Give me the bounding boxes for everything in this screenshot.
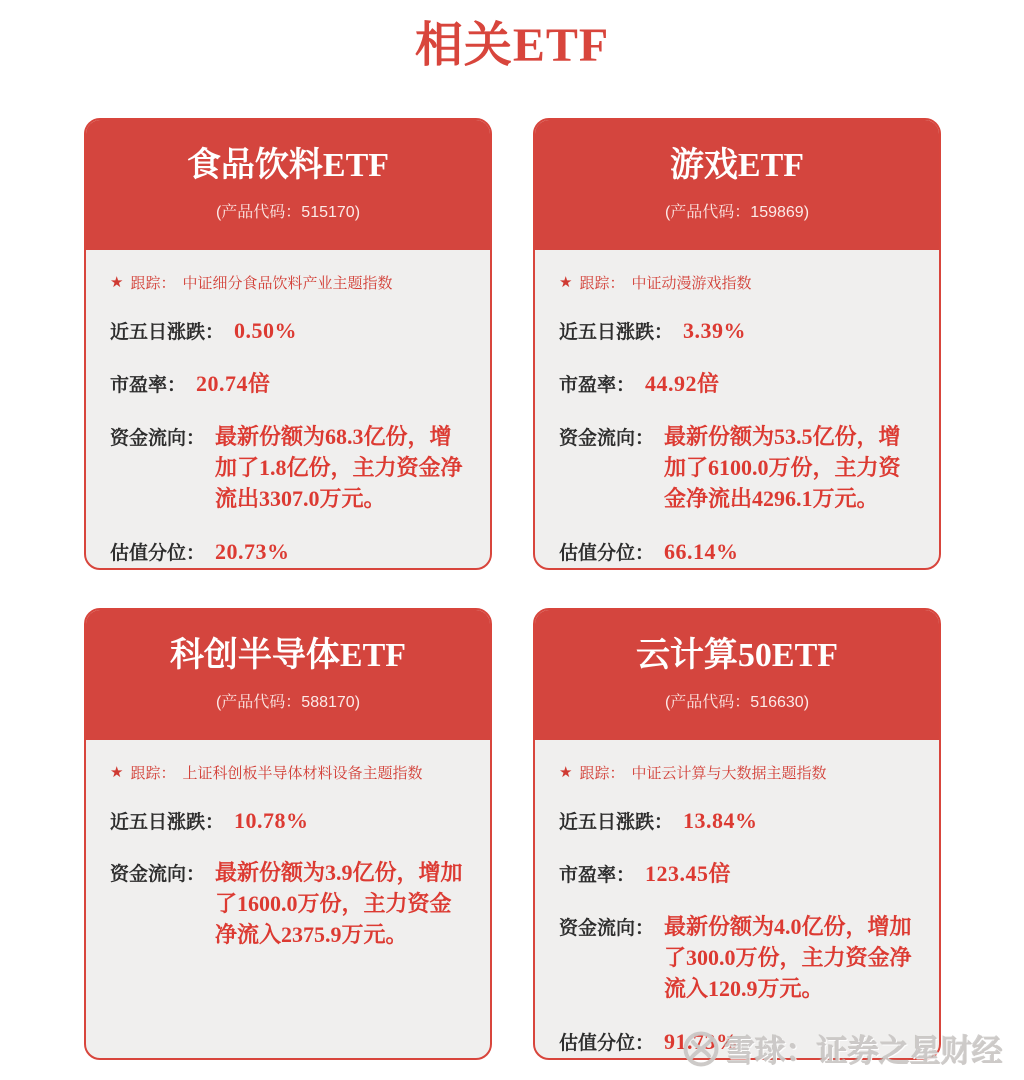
etf-card-food-beverage (84, 118, 492, 570)
pe-ratio-label: 市盈率： (559, 865, 636, 886)
star-icon: ★ (559, 764, 573, 781)
card-body (86, 740, 490, 951)
tracking-row (110, 762, 466, 783)
fund-flow-row (559, 421, 915, 515)
tracking-index: 中证动漫游戏指数 (631, 275, 752, 292)
product-code: (产品代码：516630) (664, 694, 810, 711)
page-title: 相关ETF (414, 19, 610, 72)
etf-name: 游戏ETF (669, 147, 805, 184)
pe-ratio-label: 市盈率： (110, 375, 187, 396)
etf-card-sci-tech-semiconductor (84, 608, 492, 1060)
pe-ratio-value: 44.92倍 (645, 371, 720, 396)
pe-ratio-row (559, 367, 915, 398)
valuation-value: 66.14% (664, 538, 739, 564)
five-day-change-row (110, 317, 466, 344)
pe-ratio-row (559, 857, 915, 888)
tracking-label: 跟踪： (130, 275, 176, 292)
tracking-label: 跟踪： (579, 765, 625, 782)
product-code: (产品代码：588170) (215, 694, 361, 711)
pe-ratio-label: 市盈率： (559, 375, 636, 396)
five-day-change-label: 近五日涨跌： (110, 812, 225, 833)
valuation-value: 20.73% (215, 538, 290, 564)
fund-flow-label: 资金流向： (110, 428, 206, 449)
five-day-change-value: 0.50% (234, 318, 298, 343)
tracking-index: 上证科创板半导体材料设备主题指数 (182, 765, 423, 782)
pe-ratio-value: 20.74倍 (196, 371, 271, 396)
valuation-row (559, 538, 915, 565)
product-code: (产品代码：515170) (215, 204, 361, 221)
tracking-index: 中证细分食品饮料产业主题指数 (182, 275, 393, 292)
fund-flow-label: 资金流向： (110, 864, 206, 885)
etf-cards-grid (84, 118, 1024, 1060)
card-header (86, 120, 490, 250)
fund-flow-value: 最新份额为68.3亿份，增加了1.8亿份，主力资金净流出3307.0万元。 (215, 424, 463, 512)
fund-flow-value: 最新份额为4.0亿份，增加了300.0万份，主力资金净流入120.9万元。 (664, 914, 912, 1002)
pe-ratio-value: 123.45倍 (645, 861, 732, 886)
card-body (86, 250, 490, 565)
five-day-change-value: 3.39% (683, 318, 747, 343)
fund-flow-row (559, 911, 915, 1005)
card-header (535, 610, 939, 740)
fund-flow-label: 资金流向： (559, 428, 655, 449)
valuation-row (559, 1028, 915, 1055)
valuation-row (110, 538, 466, 565)
tracking-label: 跟踪： (579, 275, 625, 292)
valuation-label: 估值分位： (110, 542, 206, 564)
tracking-label: 跟踪： (130, 765, 176, 782)
valuation-value: 91.73% (664, 1028, 739, 1054)
five-day-change-label: 近五日涨跌： (559, 322, 674, 343)
valuation-label: 估值分位： (559, 542, 655, 564)
fund-flow-value: 最新份额为3.9亿份，增加了1600.0万份，主力资金净流入2375.9万元。 (215, 860, 463, 948)
tracking-index: 中证云计算与大数据主题指数 (631, 765, 827, 782)
etf-card-game (533, 118, 941, 570)
card-header (86, 610, 490, 740)
card-body (535, 250, 939, 565)
star-icon: ★ (559, 274, 573, 291)
five-day-change-value: 13.84% (683, 808, 758, 833)
fund-flow-row (110, 857, 466, 951)
fund-flow-row (110, 421, 466, 515)
five-day-change-label: 近五日涨跌： (559, 812, 674, 833)
valuation-label: 估值分位： (559, 1032, 655, 1054)
star-icon: ★ (110, 274, 124, 291)
fund-flow-label: 资金流向： (559, 918, 655, 939)
card-body (535, 740, 939, 1055)
product-code: (产品代码：159869) (664, 204, 810, 221)
five-day-change-label: 近五日涨跌： (110, 322, 225, 343)
card-header (535, 120, 939, 250)
star-icon: ★ (110, 764, 124, 781)
fund-flow-value: 最新份额为53.5亿份，增加了6100.0万份，主力资金净流出4296.1万元。 (664, 424, 901, 512)
tracking-row (559, 272, 915, 293)
five-day-change-value: 10.78% (234, 808, 309, 833)
watermark-text: 雪球：证券之星财经 (724, 1034, 1003, 1069)
tracking-row (110, 272, 466, 293)
etf-name: 食品饮料ETF (186, 147, 390, 184)
etf-card-cloud-computing-50 (533, 608, 941, 1060)
etf-name: 科创半导体ETF (169, 637, 407, 674)
five-day-change-row (559, 317, 915, 344)
five-day-change-row (559, 807, 915, 834)
five-day-change-row (110, 807, 466, 834)
tracking-row (559, 762, 915, 783)
etf-name: 云计算50ETF (635, 637, 839, 674)
pe-ratio-row (110, 367, 466, 398)
